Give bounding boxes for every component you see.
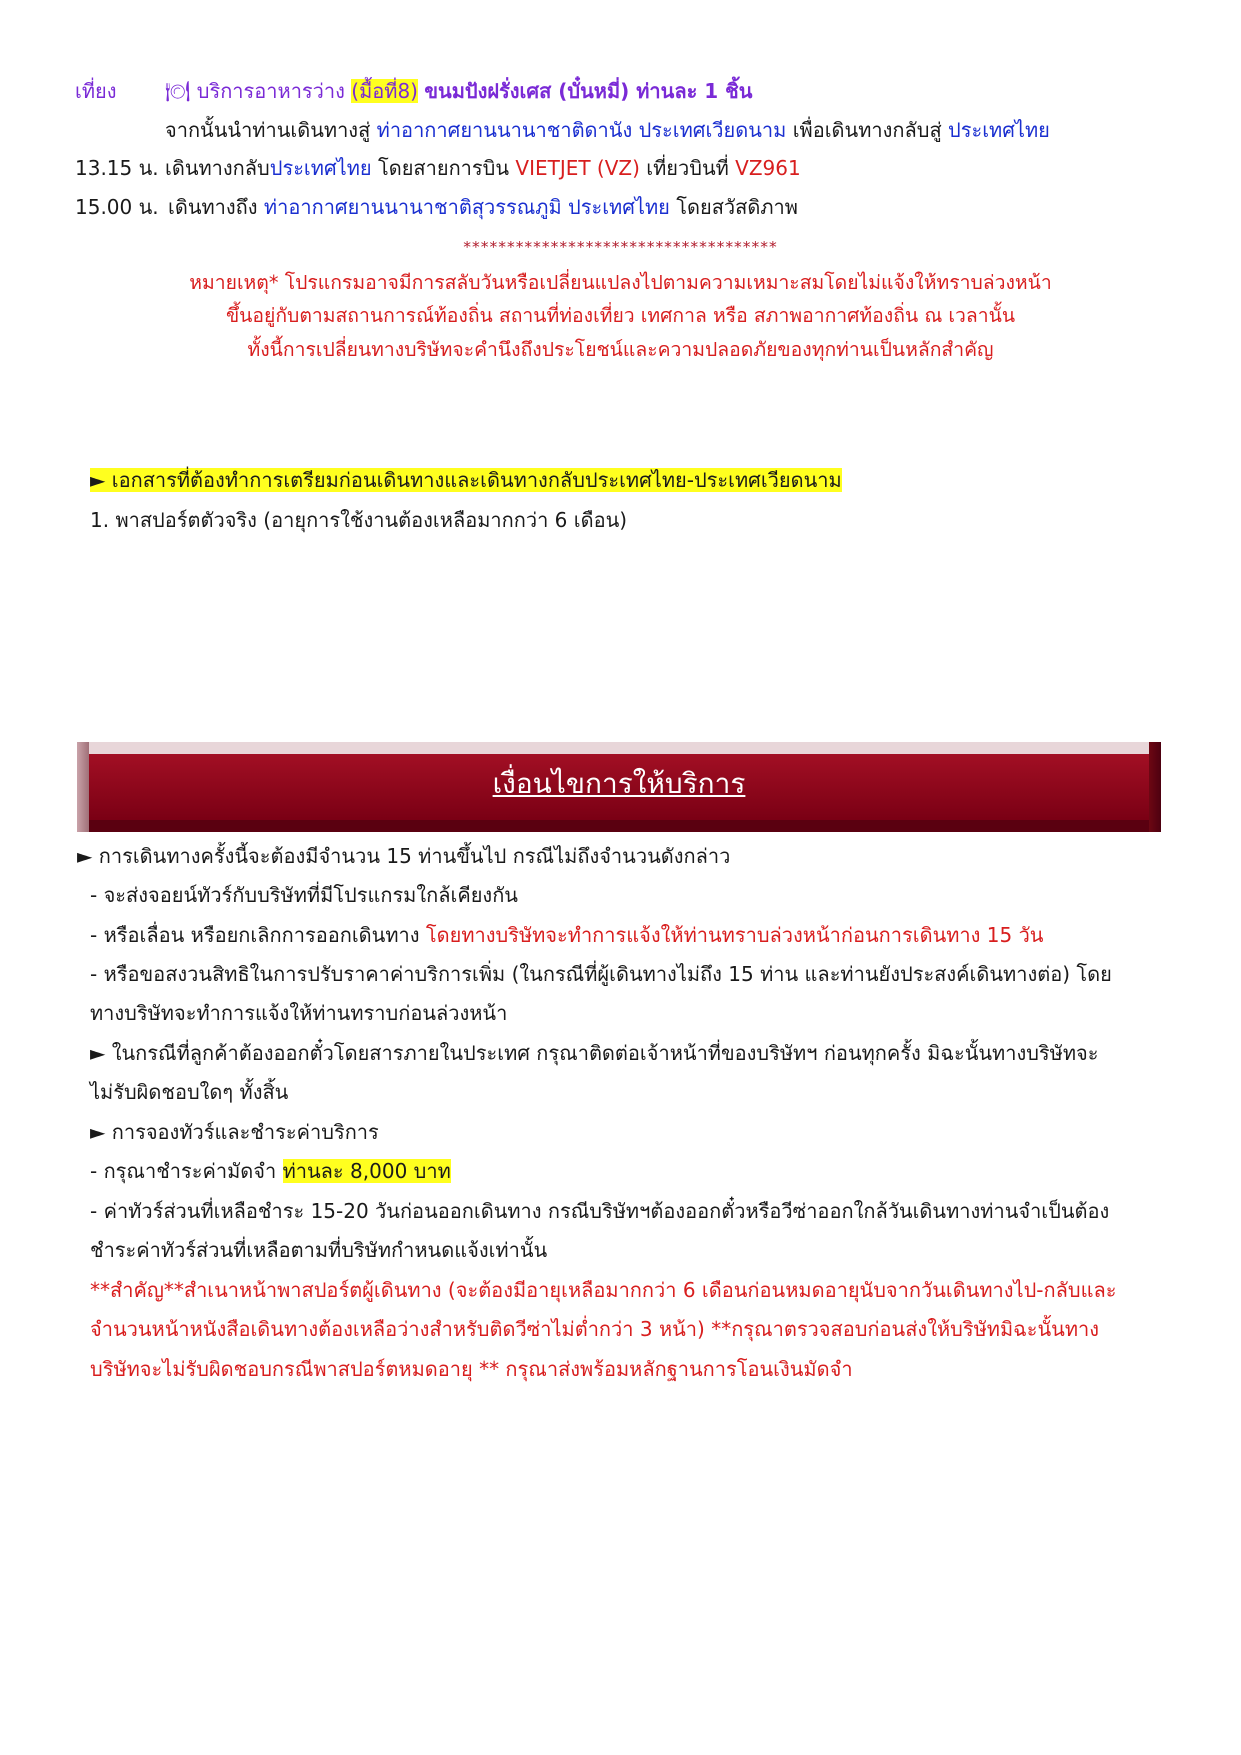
- documents-item-1: 1. พาสปอร์ตตัวจริง (อายุการใช้งานต้องเหลือมากกว่า 6 เดือน): [90, 508, 628, 532]
- flight-prefix: เดินทางกลับ: [165, 156, 270, 180]
- itinerary-row-flight: [75, 155, 159, 181]
- documents-heading: [90, 467, 842, 493]
- condition-line: ชำระค่าทัวร์ส่วนที่เหลือตามที่บริษัทกำหนดแจ้งเท่านั้น: [90, 1238, 548, 1262]
- airline-name: VIETJET (VZ): [515, 156, 640, 180]
- condition-line: - จะส่งจอยน์ทัวร์กับบริษัทที่มีโปรแกรมใกล้เคียงกัน: [90, 883, 518, 907]
- condition-notice: โดยทางบริษัทจะทำการแจ้งให้ท่านทราบล่วงหน้าก่อนการเดินทาง 15 วัน: [425, 923, 1044, 947]
- time-label: 15.00 น.: [75, 195, 159, 219]
- meal-item: ขนมปังฝรั่งเศส (บั๋นหมี่) ท่านละ 1 ชิ้น: [424, 79, 753, 103]
- arrival-detail-line: [168, 194, 798, 220]
- airport-danang: ท่าอากาศยานนานาชาติดานัง ประเทศเวียดนาม: [376, 118, 787, 142]
- conditions-banner: [77, 742, 1161, 832]
- itinerary-row-arrival: [75, 194, 159, 220]
- condition-line: [90, 922, 1043, 948]
- condition-text: - หรือเลื่อน หรือยกเลิกการออกเดินทาง: [90, 923, 420, 947]
- note-line-3: ทั้งนี้การเปลี่ยนทางบริษัทจะคำนึงถึงประโยชน์และความปลอดภัยของทุกท่านเป็นหลักสำคัญ: [247, 338, 994, 361]
- star-divider: ************************************: [463, 238, 778, 256]
- banner-edge: [77, 742, 1161, 754]
- transfer-mid: เพื่อเดินทางกลับสู่: [792, 118, 942, 142]
- condition-line: ► การเดินทางครั้งนี้จะต้องมีจำนวน 15 ท่านขึ้นไป กรณีไม่ถึงจำนวนดังกล่าว: [77, 844, 731, 868]
- flight-label: เที่ยวบินที่: [646, 156, 729, 180]
- condition-line: ทางบริษัทจะทำการแจ้งให้ท่านทราบก่อนล่วงหน้า: [90, 1001, 508, 1025]
- condition-line: - ค่าทัวร์ส่วนที่เหลือชำระ 15-20 วันก่อนออกเดินทาง กรณีบริษัทฯต้องออกตั๋วหรือวีซ่าออกใกล้วันเดินทางท่านจำเป็นต้อง: [90, 1199, 1110, 1223]
- important-line: **สำคัญ**สำเนาหน้าพาสปอร์ตผู้เดินทาง (จะต้องมีอายุเหลือมากกว่า 6 เดือนก่อนหมดอายุนับจากวันเดินทางไป-กลับและ: [90, 1278, 1117, 1302]
- country-thailand: ประเทศไทย: [948, 118, 1050, 142]
- note-line-1: หมายเหตุ* โปรแกรมอาจมีการสลับวันหรือเปลี่ยนแปลงไปตามความเหมาะสมโดยไม่แจ้งให้ทราบล่วงหน้า: [189, 271, 1052, 294]
- itinerary-row-transfer: [165, 117, 1050, 143]
- time-label: เที่ยง: [75, 79, 117, 103]
- deposit-text: - กรุณาชำระค่ามัดจำ: [90, 1159, 277, 1183]
- arrival-suffix: โดยสวัสดิภาพ: [676, 195, 798, 219]
- important-line: บริษัทจะไม่รับผิดชอบกรณีพาสปอร์ตหมดอายุ ** กรุณาส่งพร้อมหลักฐานการโอนเงินมัดจำ: [90, 1357, 853, 1381]
- country-thailand: ประเทศไทย: [269, 156, 372, 180]
- lunch-service-line: [165, 78, 752, 104]
- transfer-prefix: จากนั้นนำท่านเดินทางสู่: [165, 118, 371, 142]
- conditions-title: เงื่อนไขการให้บริการ: [492, 767, 746, 800]
- condition-line: ► ในกรณีที่ลูกค้าต้องออกตั๋วโดยสารภายในประเทศ กรุณาติดต่อเจ้าหน้าที่ของบริษัทฯ ก่อนทุกครั้ง มิฉะนั้นทางบริษัทจะ: [90, 1041, 1099, 1065]
- plate-icon: 🍽: [165, 79, 191, 103]
- arrival-prefix: เดินทางถึง: [168, 195, 258, 219]
- condition-line: ► การจองทัวร์และชำระค่าบริการ: [90, 1120, 379, 1144]
- important-line: จำนวนหน้าหนังสือเดินทางต้องเหลือว่างสำหรับติดวีซ่าไม่ต่ำกว่า 3 หน้า) **กรุณาตรวจสอบก่อนส่งให้บริษัทมิฉะนั้นทาง: [90, 1317, 1100, 1341]
- note-line-2: ขึ้นอยู่กับตามสถานการณ์ท้องถิ่น สถานที่ท่องเที่ยว เทศกาล หรือ สภาพอากาศท้องถิ่น ณ เวลานั้น: [225, 304, 1016, 327]
- itinerary-row-lunch: [75, 78, 117, 104]
- airport-suvarnabhumi: ท่าอากาศยานนานาชาติสุวรรณภูมิ ประเทศไทย: [263, 195, 670, 219]
- flight-detail-line: [165, 155, 801, 181]
- condition-line: [90, 1158, 451, 1184]
- deposit-amount: ท่านละ 8,000 บาท: [282, 1159, 451, 1183]
- condition-line: ไม่รับผิดชอบใดๆ ทั้งสิ้น: [90, 1080, 289, 1104]
- documents-heading-text: ► เอกสารที่ต้องทำการเตรียมก่อนเดินทางและเดินทางกลับประเทศไทย-ประเทศเวียดนาม: [90, 468, 842, 492]
- time-label: 13.15 น.: [75, 156, 159, 180]
- flight-mid: โดยสายการบิน: [377, 156, 510, 180]
- service-label: บริการอาหารว่าง: [196, 79, 345, 103]
- meal-number: (มื้อที่8): [351, 79, 418, 103]
- condition-line: - หรือขอสงวนสิทธิในการปรับราคาค่าบริการเพิ่ม (ในกรณีที่ผู้เดินทางไม่ถึง 15 ท่าน และท่านยังประสงค์เดินทางต่อ) โดย: [90, 962, 1112, 986]
- flight-number: VZ961: [735, 156, 801, 180]
- banner-edge: [77, 820, 1161, 832]
